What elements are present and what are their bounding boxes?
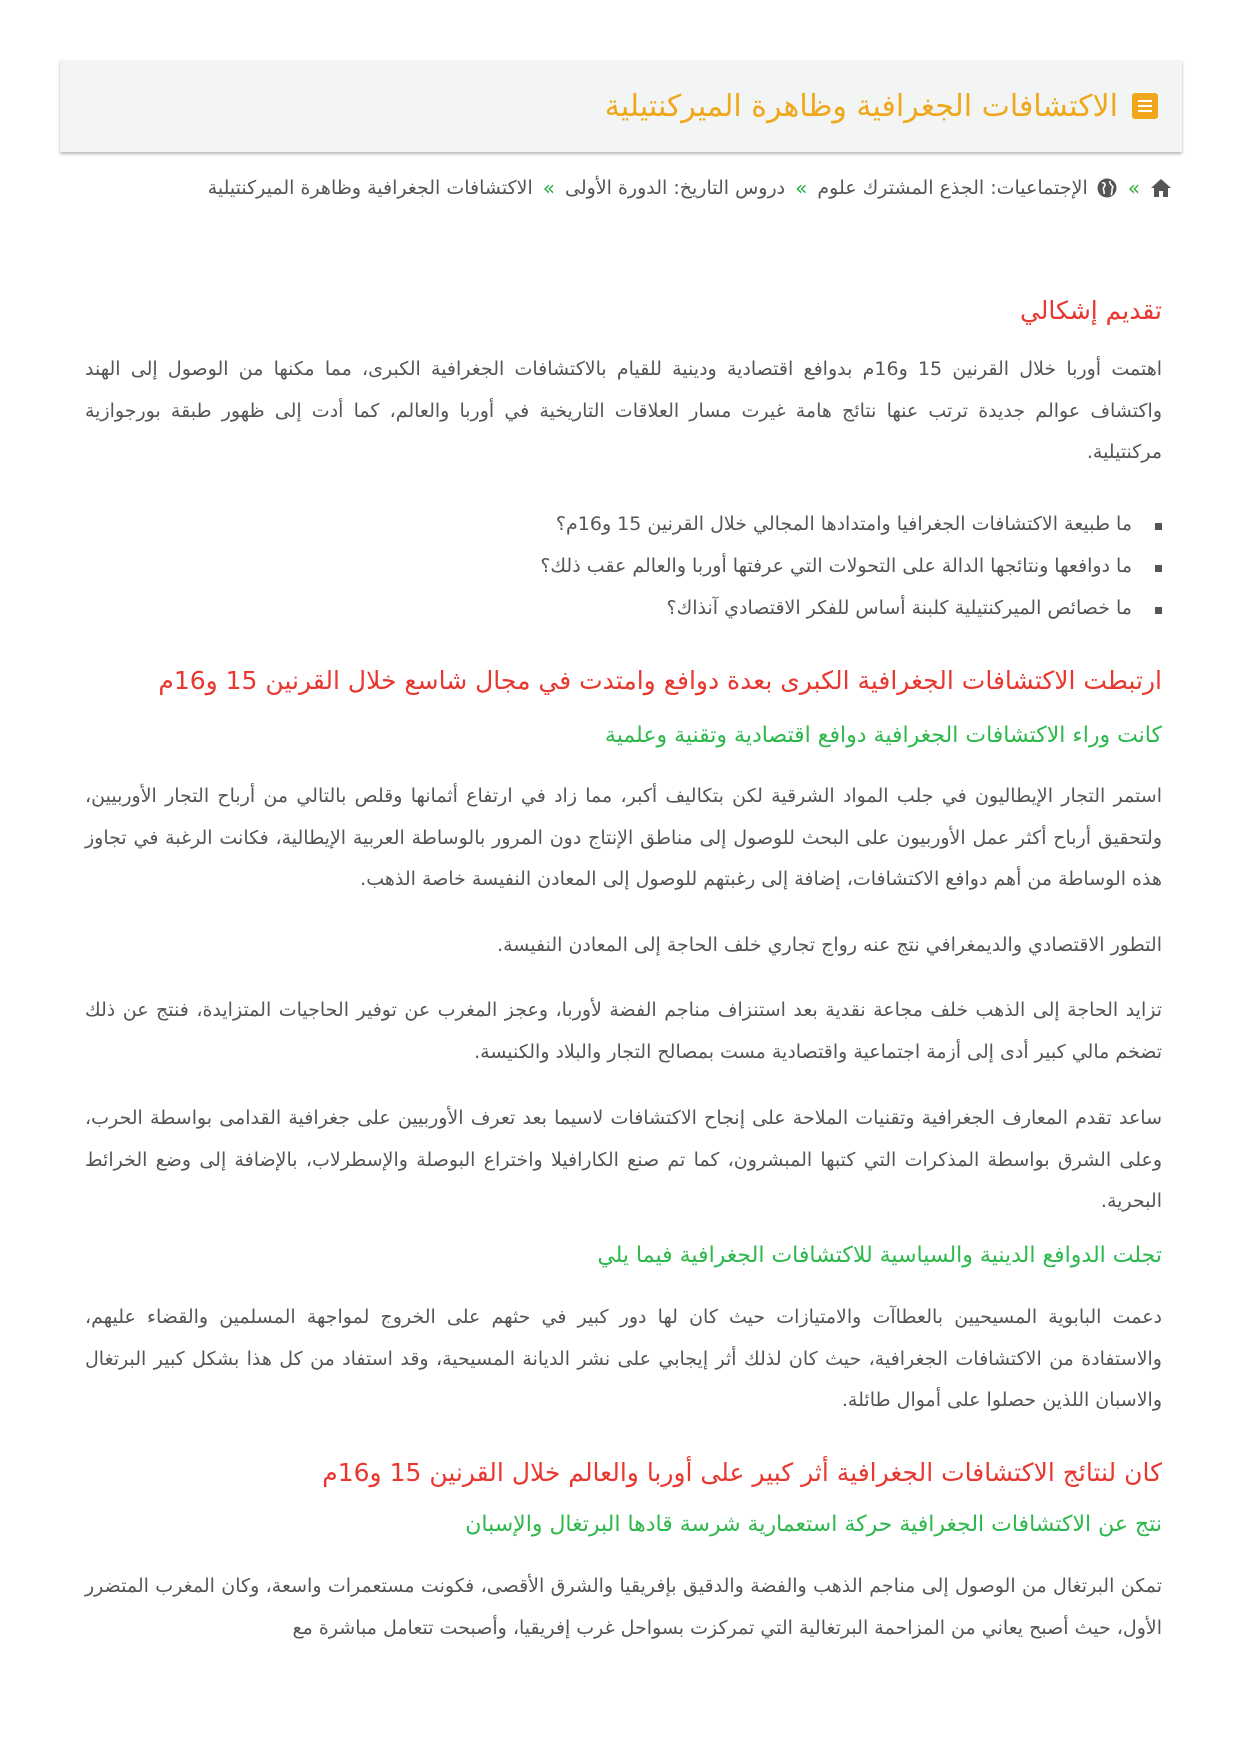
section1-heading: ارتبطت الاكتشافات الجغرافية الكبرى بعدة دوافع وامتدت في مجال شاسع خلال القرنين 15 و16م: [158, 666, 1162, 695]
section1-paragraph-5: دعمت البابوية المسيحيين بالعطاآت والامتيازات حيث كان لها دور كبير في حثهم على الخروج لمواجهة المسلمين والقضاء عليهم، والاستفادة من الاكتشافات الجغرافية، حيث كان لذلك أثر إيجابي على نشر الديانة المسيحية، وقد استفاد من كل هذا بشكل كبير البرتغال والاسبان اللذين حصلوا على أموال طائلة.: [85, 1306, 1162, 1411]
section2-paragraph-1: تمكن البرتغال من الوصول إلى مناجم الذهب والفضة والدقيق بإفريقيا والشرق الأقصى، فكونت مستعمرات واسعة، وكان المغرب المتضرر الأول، حيث أصبح يعاني من المزاحمة البرتغالية التي تمركزت بسواحل غرب إفريقيا، وأصبحت تتعامل مباشرة مع: [85, 1575, 1162, 1639]
breadcrumb-item-course[interactable]: دروس التاريخ: الدورة الأولى: [565, 177, 786, 199]
section1-subheading-2: تجلت الدوافع الدينية والسياسية للاكتشافات الجغرافية فيما يلي: [597, 1243, 1162, 1268]
list-item: ما خصائص الميركنتيلية كلبنة أساس للفكر الاقتصادي آنذاك؟: [540, 588, 1162, 628]
document-icon: [1132, 93, 1158, 119]
intro-questions-list: [540, 504, 1162, 630]
breadcrumb-separator: »: [1127, 176, 1140, 200]
section2-heading: كان لنتائج الاكتشافات الجغرافية أثر كبير على أوربا والعالم خلال القرنين 15 و16م: [322, 1458, 1162, 1487]
page-title: الاكتشافات الجغرافية وظاهرة الميركنتيلية: [604, 88, 1118, 124]
globe-icon[interactable]: [1096, 177, 1118, 199]
breadcrumb: [208, 176, 1172, 200]
breadcrumb-separator: »: [795, 176, 808, 200]
section1-paragraph-4: ساعد تقدم المعارف الجغرافية وتقنيات الملاحة على إنجاح الاكتشافات لاسيما بعد تعرف الأوربيين على جغرافية القدامى بواسطة الحرب، وعلى الشرق بواسطة المذكرات التي كتبها المبشرون، كما تم صنع الكارافيلا واختراع البوصلة والإسطرلاب، بالإضافة إلى وضع الخرائط البحرية.: [85, 1107, 1162, 1212]
list-item: ما طبيعة الاكتشافات الجغرافيا وامتدادها المجالي خلال القرنين 15 و16م؟: [540, 504, 1162, 544]
breadcrumb-item-subject[interactable]: الإجتماعيات: الجذع المشترك علوم: [817, 177, 1088, 199]
breadcrumb-item-current: الاكتشافات الجغرافية وظاهرة الميركنتيلية: [207, 177, 533, 199]
intro-paragraph: اهتمت أوربا خلال القرنين 15 و16م بدوافع اقتصادية ودينية للقيام بالاكتشافات الجغرافية الكبرى، مما مكنها من الوصول إلى الهند واكتشاف عوالم جديدة ترتب عنها نتائج هامة غيرت مسار العلاقات التاريخية في أوربا والعالم، كما أدت إلى ظهور طبقة بورجوازية مركنتيلية.: [85, 358, 1162, 463]
home-icon[interactable]: [1150, 178, 1172, 198]
header-card: [60, 60, 1182, 152]
section2-subheading-1: نتج عن الاكتشافات الجغرافية حركة استعمارية شرسة قادها البرتغال والإسبان: [465, 1512, 1162, 1537]
section1-paragraph-2: التطور الاقتصادي والديمغرافي نتج عنه رواج تجاري خلف الحاجة إلى المعادن النفيسة.: [497, 934, 1162, 956]
section1-paragraph-1: استمر التجار الإيطاليون في جلب المواد الشرقية لكن بتكاليف أكبر، مما زاد في ارتفاع أثمانها وقلص بالتالي من أرباح التجار الأوربيين، ولتحقيق أرباح أكثر عمل الأوربيون على البحث للوصول إلى مناطق الإنتاج دون المرور بالوساطة العربية الإيطالية، فكانت الرغبة في تجاوز هذه الوساطة من أهم دوافع الاكتشافات، إضافة إلى رغبتهم للوصول إلى المعادن النفيسة خاصة الذهب.: [85, 785, 1162, 890]
list-item: ما دوافعها ونتائجها الدالة على التحولات التي عرفتها أوربا والعالم عقب ذلك؟: [540, 546, 1162, 586]
intro-heading: تقديم إشكالي: [1019, 296, 1162, 325]
breadcrumb-separator: »: [542, 176, 556, 200]
section1-paragraph-3: تزايد الحاجة إلى الذهب خلف مجاعة نقدية بعد استنزاف مناجم الفضة لأوربا، وعجز المغرب عن توفير الحاجيات المتزايدة، فنتج عن ذلك تضخم مالي كبير أدى إلى أزمة اجتماعية واقتصادية مست بمصالح التجار والبلاد والكنيسة.: [85, 999, 1162, 1063]
section1-subheading-1: كانت وراء الاكتشافات الجغرافية دوافع اقتصادية وتقنية وعلمية: [604, 723, 1162, 748]
